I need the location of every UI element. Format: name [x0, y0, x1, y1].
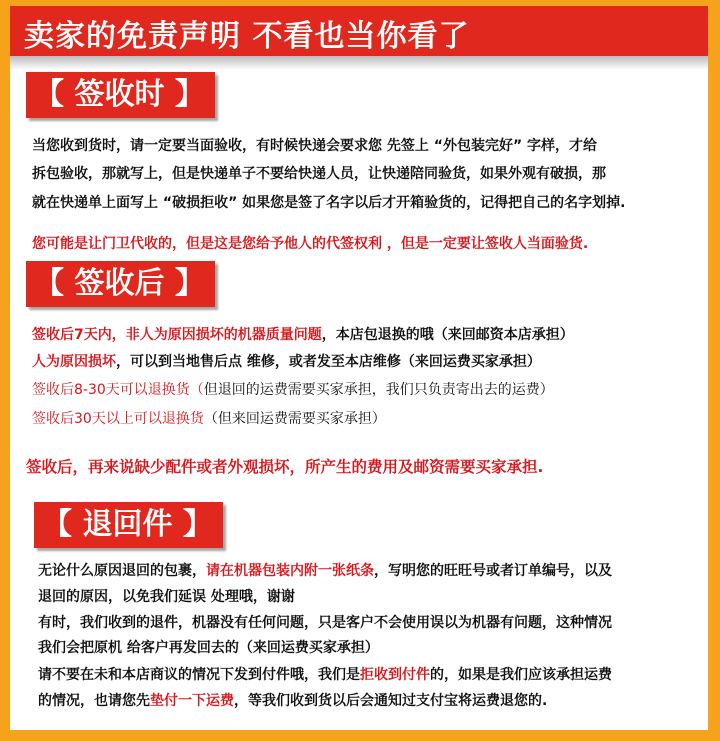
after-receipt-line-2-a: 人为原因损坏	[32, 354, 116, 370]
returns-line-5-a: 请不要在未和本店商议的情况下发到付件哦，我们是	[38, 667, 360, 683]
after-receipt-line-1	[32, 325, 574, 345]
returns-line-1-b: 请在机器包装内附一张纸条	[206, 563, 374, 579]
after-receipt-line-1-c: ，本店包退换的哦（来回邮资本店承担）	[321, 327, 574, 343]
returns-line-6-c: ，等我们收到货以后会通知过支付宝将运费退您的.	[234, 693, 548, 709]
section-heading-after-receipt: 【 签收后 】	[26, 261, 215, 307]
section-heading-on-receipt: 【 签收时 】	[26, 72, 215, 118]
receipt-text-line-1: 当您收到货时，请一定要当面验收，有时候快递会要求您 先签上 “外包装完好” 字样，才给	[32, 138, 598, 154]
returns-line-6-a: 的情况，也请您先	[38, 693, 150, 709]
returns-line-5-c: 的，如果是我们应该承担运费	[430, 667, 612, 683]
returns-line-3: 有时，我们收到的退件，机器没有任何问题，只是客户不会使用误以为机器有问题，这种情况	[38, 615, 612, 631]
disclaimer-sheet	[10, 6, 708, 730]
returns-line-2: 退回的原因，以免我们延误 处理哦，谢谢	[38, 589, 295, 605]
after-receipt-line-1-a: 签收后7天内，	[32, 327, 126, 343]
returns-line-6-b: 垫付一下运费	[150, 693, 234, 709]
after-receipt-line-4-b: （但来回运费需要买家承担）	[203, 411, 386, 427]
returns-line-5-b: 拒收到付件	[360, 667, 430, 683]
after-receipt-line-2-b: ，可以到当地售后点 维修，或者发至本店维修（来回运费买家承担）	[116, 354, 541, 370]
returns-line-4: 我们会把原机 给客户再发回去的（来回运费买家承担）	[38, 640, 379, 656]
after-receipt-line-1-b: 非人为原因损坏的机器质量问题	[125, 327, 322, 343]
receipt-text-line-2: 拆包验收，那就写上，但是快递单子不要给快递人员，让快递陪同验货，如果外观有破损，那	[32, 166, 606, 182]
section-heading-returns: 【 退回件 】	[34, 502, 223, 548]
after-receipt-line-4	[32, 409, 386, 429]
after-receipt-line-3	[32, 380, 554, 400]
receipt-warning: 您可能是让门卫代收的，但是这是您给予他人的代签权利 ，但是一定要让签收人当面验货.	[32, 236, 589, 252]
after-receipt-line-3-a: 签收后8-30天可以退换货（	[32, 382, 204, 398]
after-receipt-warning: 签收后，再来说缺少配件或者外观损坏，所产生的费用及邮资需要买家承担.	[26, 458, 544, 476]
after-receipt-line-3-b: 但退回的运费需要买家承担，我们只负责寄出去的运费）	[203, 382, 554, 398]
returns-line-1-c: ，写明您的旺旺号或者订单编号，以及	[374, 563, 612, 579]
after-receipt-line-2	[32, 352, 541, 372]
banner-shadow	[10, 56, 708, 70]
returns-line-5	[38, 665, 612, 685]
returns-line-6	[38, 691, 547, 711]
receipt-text-line-3: 就在快递单上面写上 “破损拒收” 如果您是签了名字以后才开箱验货的，记得把自己的名字划掉.	[32, 195, 626, 211]
returns-line-1-a: 无论什么原因退回的包裹，	[38, 563, 206, 579]
title-banner	[10, 6, 708, 56]
after-receipt-line-4-a: 签收后30天以上可以退换货	[32, 411, 204, 427]
returns-line-1	[38, 561, 612, 581]
banner-title: 卖家的免责声明 不看也当你看了	[24, 19, 470, 54]
